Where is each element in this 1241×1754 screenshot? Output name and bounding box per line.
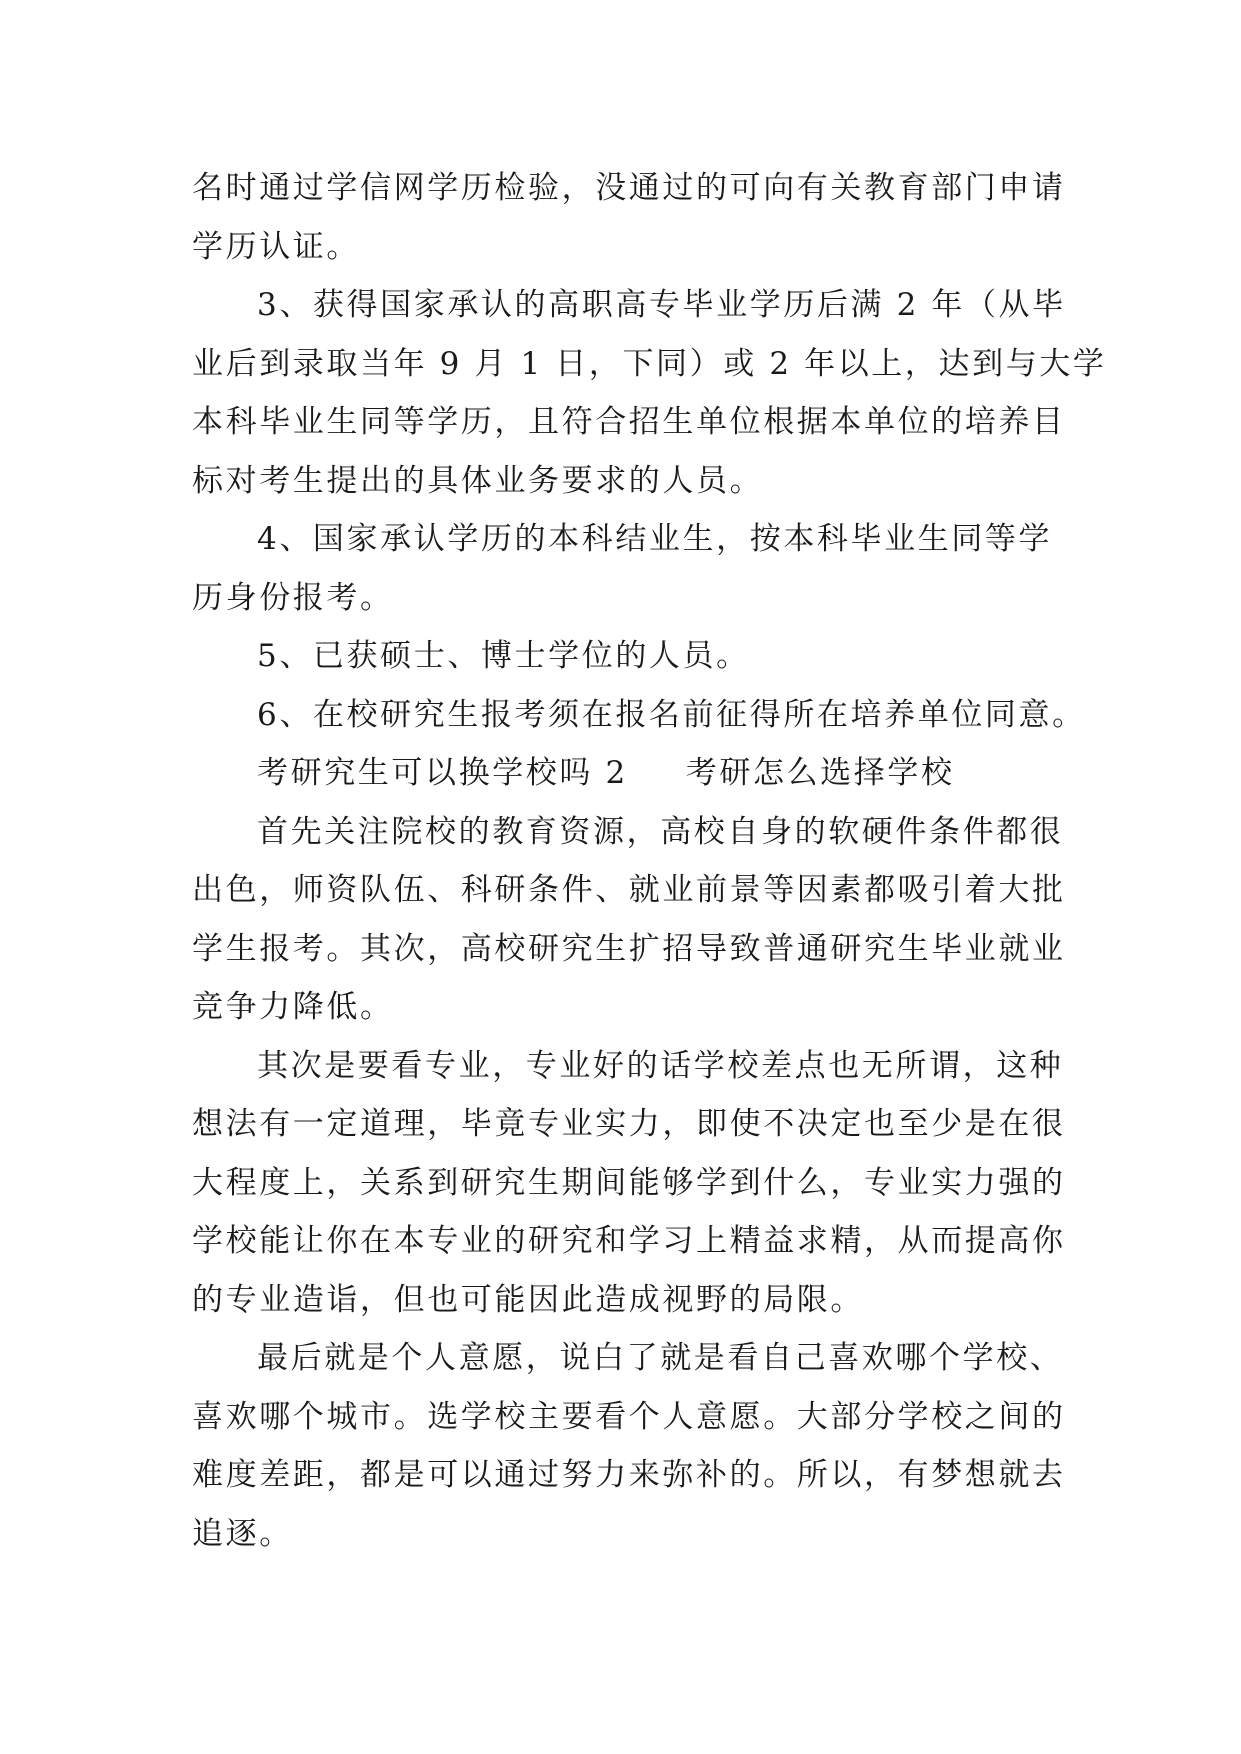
body-line: 想法有一定道理，毕竟专业实力，即使不决定也至少是在很 <box>192 1106 1066 1142</box>
body-line: 竞争力降低。 <box>192 989 394 1025</box>
paragraph-line: 3、获得国家承认的高职高专毕业学历后满 2 年（从毕 <box>257 287 1066 323</box>
body-line: 学校能让你在本专业的研究和学习上精益求精，从而提高你 <box>192 1223 1066 1259</box>
paragraph-line: 最后就是个人意愿，说白了就是看自己喜欢哪个学校、 <box>257 1340 1064 1376</box>
body-line: 喜欢哪个城市。选学校主要看个人意愿。大部分学校之间的 <box>192 1399 1066 1435</box>
body-line: 学生报考。其次，高校研究生扩招导致普通研究生毕业就业 <box>192 931 1066 967</box>
paragraph-line: 6、在校研究生报考须在报名前征得所在培养单位同意。 <box>257 697 1086 733</box>
body-line: 大程度上，关系到研究生期间能够学到什么，专业实力强的 <box>192 1165 1066 1201</box>
body-line: 难度差距，都是可以通过努力来弥补的。所以，有梦想就去 <box>192 1457 1066 1493</box>
section-heading-part2: 考研怎么选择学校 <box>685 755 955 791</box>
body-line: 业后到录取当年 9 月 1 日，下同）或 2 年以上，达到与大学 <box>192 346 1107 382</box>
section-heading <box>257 748 1137 798</box>
body-line: 追逐。 <box>192 1516 293 1552</box>
paragraph-line: 4、国家承认学历的本科结业生，按本科毕业生同等学 <box>257 521 1053 557</box>
section-heading-part1: 考研究生可以换学校吗 2 <box>257 755 628 791</box>
body-line: 历身份报考。 <box>192 580 394 616</box>
paragraph-line: 首先关注院校的教育资源，高校自身的软硬件条件都很 <box>257 814 1064 850</box>
body-line: 出色，师资队伍、科研条件、就业前景等因素都吸引着大批 <box>192 872 1066 908</box>
body-line: 本科毕业生同等学历，且符合招生单位根据本单位的培养目 <box>192 404 1066 440</box>
body-line: 标对考生提出的具体业务要求的人员。 <box>192 463 764 499</box>
body-line: 学历认证。 <box>192 229 360 265</box>
body-line: 名时通过学信网学历检验，没通过的可向有关教育部门申请 <box>192 170 1066 206</box>
paragraph-line: 其次是要看专业，专业好的话学校差点也无所谓，这种 <box>257 1048 1064 1084</box>
body-line: 的专业造诣，但也可能因此造成视野的局限。 <box>192 1282 864 1318</box>
paragraph-line: 5、已获硕士、博士学位的人员。 <box>257 638 750 674</box>
